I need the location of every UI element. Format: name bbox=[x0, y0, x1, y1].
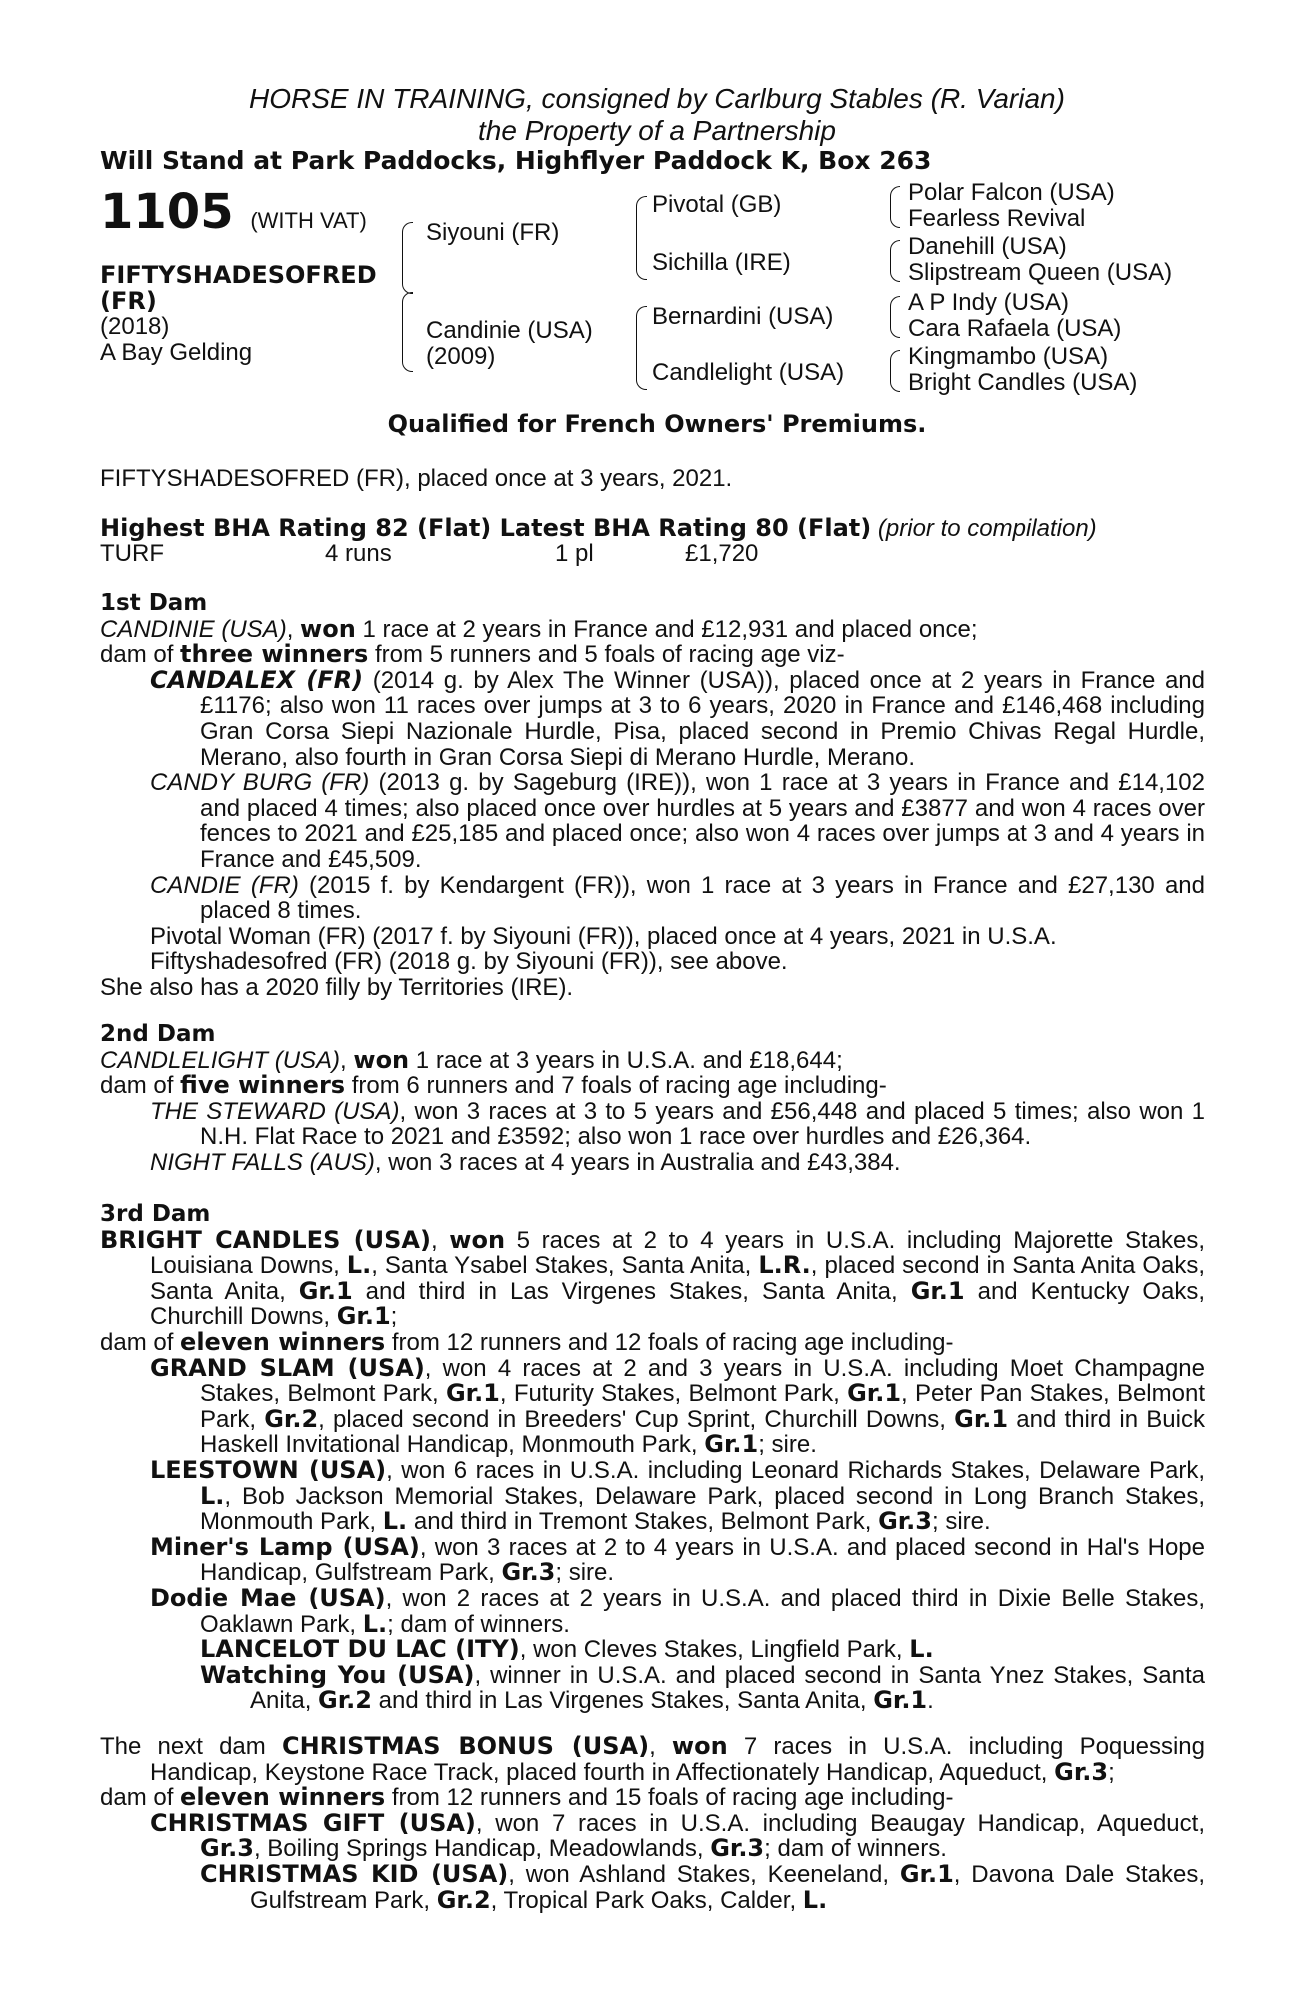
second-dam-section bbox=[100, 1022, 1205, 1176]
offspring-fiftyshadesofred: Fiftyshadesofred (FR) (2018 g. by Siyouni (FR)), see above. bbox=[150, 948, 788, 976]
text-next-l2-b: eleven winners bbox=[180, 1783, 386, 1812]
next-dam-section bbox=[100, 1734, 1205, 1913]
text-dam3-gr1: Gr.1 bbox=[873, 1686, 928, 1715]
text-dam3-L: L. bbox=[200, 1481, 225, 1510]
text-block: The next dam CHRISTMAS BONUS (USA), won 7 races in U.S.A. including Poquessing Handicap, Keystone Race Track, placed fourth in Affectionately Handicap, Aqueduct, Gr.3; bbox=[100, 1732, 1205, 1786]
text-dam2-l2-a: dam of bbox=[100, 1072, 181, 1100]
text-block bbox=[636, 306, 647, 390]
text-dam3-sire-end: ; sire. bbox=[932, 1508, 991, 1536]
text-dam3-l1-won: won bbox=[449, 1225, 506, 1254]
sds: Danehill (USA) bbox=[908, 233, 1067, 260]
text-dam3-ml-name: Miner's Lamp (USA) bbox=[150, 1532, 420, 1561]
text-next-ck-b: , Davona Dale Stakes, Gulfstream Park, bbox=[250, 1860, 1206, 1914]
consignor-line: HORSE IN TRAINING, consigned by Carlburg Stables (R. Varian) bbox=[249, 83, 1065, 114]
sire-dam: Sichilla (IRE) bbox=[652, 249, 791, 276]
dam-year: (2009) bbox=[426, 343, 496, 370]
text-dam3-gr1: Gr.1 bbox=[336, 1302, 391, 1331]
first-dam-heading: 1st Dam bbox=[100, 590, 208, 616]
text-block bbox=[100, 1073, 1205, 1099]
text-block bbox=[100, 642, 1205, 668]
text-dam1-o3-text: (2015 f. by Kendargent (FR)), won 1 race at 3 years in France and £27,130 and placed 8 times. bbox=[200, 871, 1206, 925]
text-dam3-LR: L.R. bbox=[758, 1251, 811, 1280]
text-dam3-sire-end: ; sire. bbox=[555, 1559, 615, 1587]
dam: Candinie (USA) bbox=[426, 317, 593, 344]
runs: 4 runs bbox=[325, 540, 392, 567]
text-next-name: CHRISTMAS BONUS (USA) bbox=[281, 1732, 650, 1760]
text-dam2-heading: 2nd Dam bbox=[100, 1021, 216, 1047]
text-dam2-l1-won: won bbox=[353, 1045, 410, 1074]
text-dam3-gr1: Gr.1 bbox=[910, 1276, 965, 1305]
rating-bold: Highest BHA Rating 82 (Flat) Latest BHA Rating 80 (Flat) bbox=[100, 514, 872, 542]
text-dam3-semi: ; bbox=[1108, 1758, 1115, 1786]
text-dam3-gr1: Gr.1 bbox=[298, 1276, 353, 1305]
text-dam3-gr2: Gr.2 bbox=[436, 1885, 491, 1914]
dss: A P Indy (USA) bbox=[908, 289, 1069, 316]
text-dam3-l1-b: , Santa Ysabel Stakes, Santa Anita, bbox=[371, 1252, 759, 1280]
text-dam3-l1-e: and Kentucky Oaks, Churchill Downs, bbox=[150, 1277, 1206, 1331]
text-block bbox=[890, 186, 900, 228]
offspring-leestown bbox=[100, 1455, 1205, 1536]
owner-line: the Property of a Partnership bbox=[478, 115, 836, 146]
offspring-candalex bbox=[100, 665, 1205, 771]
text-dam3-gr3: Gr.3 bbox=[501, 1558, 556, 1587]
text-dam3-L: L. bbox=[802, 1885, 828, 1914]
text-dam1-o1-text: (2014 g. by Alex The Winner (USA)), placed once at 2 years in France and £1176; also won 11 races over jumps at 3 to 6 years, 2020 in France and £146,468 including Gran Corsa Siepi Nazionale Hurdle, Pisa, placed second in Premio Chivas Regal Hurdle, Merano, also fourth in Gran Corsa Siepi di Merano Hurdle, Merano. bbox=[200, 666, 1205, 771]
dam-sire: Bernardini (USA) bbox=[652, 303, 834, 330]
text-dam1-l1-won: won bbox=[300, 614, 356, 643]
text-dam3-gs-a: , won 4 races at 2 and 3 years in U.S.A. including Moet Champagne Stakes, Belmont Park, bbox=[200, 1354, 1206, 1408]
vat-label: (WITH VAT) bbox=[250, 208, 367, 233]
text-dam3-gs-d: , placed second in Breeders' Cup Sprint, Churchill Downs, bbox=[318, 1405, 955, 1433]
text-block: CANDLELIGHT (USA), won 1 race at 3 years in U.S.A. and £18,644; bbox=[100, 1045, 843, 1074]
text-dam3-le-c: and third in Tremont Stakes, Belmont Park, bbox=[407, 1508, 879, 1536]
first-dam-name: CANDINIE (USA) bbox=[100, 615, 287, 643]
text-dam3-l1-d: and third in Las Virgenes Stakes, Santa Anita, bbox=[352, 1277, 911, 1305]
text-dam3-sire-end: ; sire. bbox=[758, 1431, 817, 1459]
text-dam3-l2-a: dam of bbox=[100, 1328, 181, 1356]
text-dam3-gr1: Gr.1 bbox=[847, 1379, 902, 1408]
text-next-ck-c: , Tropical Park Oaks, Calder, bbox=[490, 1886, 803, 1914]
dds: Kingmambo (USA) bbox=[908, 343, 1109, 370]
text-dam3-gr3: Gr.3 bbox=[200, 1834, 254, 1863]
text-next-cg-c: ; dam of winners. bbox=[764, 1835, 947, 1863]
text-dam1-l1-rest: 1 race at 2 years in France and £12,931 and placed once; bbox=[355, 615, 978, 643]
ddd: Bright Candles (USA) bbox=[908, 369, 1138, 396]
qualified-note: Qualified for French Owners' Premiums. bbox=[387, 410, 927, 438]
offspring-the-steward bbox=[100, 1099, 1205, 1150]
text-dam3-l1-c: , placed second in Santa Anita Oaks, Santa Anita, bbox=[150, 1252, 1205, 1305]
text-block bbox=[890, 350, 900, 392]
text-dam2-l2-c: from 6 runners and 7 foals of racing age including- bbox=[345, 1072, 887, 1100]
text-dam1-o3-name: CANDIE (FR) bbox=[150, 871, 299, 899]
text-next-cg-a: , won 7 races in U.S.A. including Beaugay Handicap, Aqueduct, bbox=[475, 1809, 1205, 1837]
text-next-cg-name: CHRISTMAS GIFT (USA) bbox=[150, 1808, 476, 1837]
text-dam2-o1-name: THE STEWARD (USA) bbox=[150, 1097, 400, 1125]
lot-number bbox=[100, 186, 367, 247]
text-next-l2-a: dam of bbox=[100, 1784, 181, 1812]
text-dam3-wy-a: , winner in U.S.A. and placed second in Santa Ynez Stakes, Santa Anita, bbox=[250, 1661, 1206, 1715]
offspring-lancelot bbox=[100, 1637, 1205, 1663]
text-dam1-l2-b: three winners bbox=[180, 640, 369, 669]
text-dam3-lc-a: , won Cleves Stakes, Lingfield Park, bbox=[519, 1636, 910, 1664]
text-block: CANDINIE (USA), won 1 race at 2 years in France and £12,931 and placed once; bbox=[100, 614, 978, 643]
text-dam3-heading: 3rd Dam bbox=[100, 1201, 211, 1227]
placed: 1 pl bbox=[555, 540, 594, 567]
horse-country: (FR) bbox=[100, 287, 157, 315]
text-dam3-le-a: , won 6 races in U.S.A. including Leonard Richards Stakes, Delaware Park, bbox=[386, 1456, 1205, 1484]
offspring-candy-burg bbox=[100, 770, 1205, 872]
text-dam3-gr1: Gr.1 bbox=[445, 1379, 500, 1408]
text-dam3-semi: ; bbox=[390, 1303, 398, 1331]
horse-description: A Bay Gelding bbox=[100, 339, 253, 366]
text-next-cg-b: , Boiling Springs Handicap, Meadowlands, bbox=[253, 1835, 711, 1863]
text-dam3-L: L. bbox=[362, 1609, 388, 1638]
text-dam3-gs-c: , Peter Pan Stakes, Belmont Park, bbox=[200, 1380, 1205, 1433]
text-dam3-gs-e: and third in Buick Haskell Invitational Handicap, Monmouth Park, bbox=[200, 1405, 1205, 1459]
offspring-candie bbox=[100, 873, 1205, 924]
text-dam2-o2-name: NIGHT FALLS (AUS) bbox=[150, 1148, 375, 1176]
text-dam3-gr2: Gr.2 bbox=[264, 1404, 319, 1433]
text-next-l2-c: from 12 runners and 15 foals of racing age including- bbox=[385, 1784, 954, 1812]
text-next-a: The next dam bbox=[100, 1733, 282, 1760]
rating-line bbox=[100, 516, 1205, 542]
text-next-won: won bbox=[671, 1732, 728, 1760]
sire: Siyouni (FR) bbox=[426, 219, 560, 246]
dam-dam: Candlelight (USA) bbox=[652, 359, 845, 386]
text-block bbox=[890, 240, 900, 282]
text-dam3-lc-name: LANCELOT DU LAC (ITY) bbox=[200, 1635, 520, 1664]
text-dam3-le-name: LEESTOWN (USA) bbox=[150, 1455, 387, 1484]
text-block bbox=[890, 296, 900, 338]
text-dam3-dot: . bbox=[927, 1687, 934, 1715]
summary: FIFTYSHADESOFRED (FR), placed once at 3 years, 2021. bbox=[100, 465, 733, 492]
text-block bbox=[100, 1327, 1205, 1356]
rating-note: (prior to compilation) bbox=[877, 515, 1097, 542]
offspring-pivotal-woman: Pivotal Woman (FR) (2017 f. by Siyouni (FR)), placed once at 4 years, 2021 in U.S.A. bbox=[150, 922, 1057, 950]
offspring-miners-lamp bbox=[100, 1532, 1205, 1587]
text-dam2-l1-rest: 1 race at 3 years in U.S.A. and £18,644; bbox=[409, 1046, 843, 1074]
text-dam2-o1-text: , won 3 races at 3 to 5 years and £56,448 and placed 5 times; also won 1 N.H. Flat Race to 2021 and £3592; also won 1 race over hurdles and £26,364. bbox=[200, 1097, 1206, 1151]
text-dam2-l2-b: five winners bbox=[180, 1071, 346, 1100]
text-dam1-l2-c: from 5 runners and 5 foals of racing age viz- bbox=[368, 641, 845, 669]
dsd: Cara Rafaela (USA) bbox=[908, 315, 1122, 342]
text-dam1-o1-name: CANDALEX (FR) bbox=[150, 665, 364, 694]
text-dam3-gr1: Gr.1 bbox=[704, 1430, 759, 1459]
text-dam2-l1-name: CANDLELIGHT (USA) bbox=[100, 1046, 341, 1074]
text-dam3-gr1: Gr.1 bbox=[954, 1404, 1009, 1433]
lot-number-value: 1105 bbox=[100, 184, 234, 240]
offspring-watching-you bbox=[100, 1660, 1206, 1715]
earnings: £1,720 bbox=[685, 540, 759, 567]
text-dam3-gr2: Gr.2 bbox=[318, 1686, 372, 1715]
text-dam3-l2-b: eleven winners bbox=[180, 1327, 386, 1356]
text-dam1-o2-name: CANDY BURG (FR) bbox=[150, 769, 370, 797]
text-block: BRIGHT CANDLES (USA), won 5 races at 2 to 4 years in U.S.A. including Majorette Stakes, Louisiana Downs, L., Santa Ysabel Stakes, Santa Anita, L.R., placed second in Santa Anita Oaks, Santa Anita, Gr.1 and third in Las Virgenes Stakes, Santa Anita, Gr.1 and Kentucky Oaks, Churchill Downs, Gr.1; bbox=[100, 1225, 1206, 1331]
text-dam2-o2-text: , won 3 races at 4 years in Australia and £43,384. bbox=[374, 1148, 901, 1176]
text-dam3-gr3: Gr.3 bbox=[1054, 1757, 1109, 1786]
text-dam3-ml-a: , won 3 races at 2 to 4 years in U.S.A. and placed second in Hal's Hope Handicap, Gulfstream Park, bbox=[200, 1533, 1205, 1587]
text-dam3-gs-b: , Futurity Stakes, Belmont Park, bbox=[499, 1380, 848, 1408]
text-dam1-o2-text: (2013 g. by Sageburg (IRE)), won 1 race at 3 years in France and £14,102 and placed 4 times; also placed once over hurdles at 5 years and £3877 and won 4 races over fences to 2021 and £25,185 and placed once; also won 4 races over jumps at 3 and 4 years in France and £45,509. bbox=[200, 769, 1205, 873]
offspring-grand-slam bbox=[100, 1353, 1206, 1459]
text-dam1-l2-a: dam of bbox=[100, 641, 181, 669]
text-dam3-dm-a: , won 2 races at 2 years in U.S.A. and placed third in Dixie Belle Stakes, Oaklawn Park, bbox=[200, 1584, 1205, 1638]
text-next-ck-a: , won Ashland Stakes, Keeneland, bbox=[508, 1860, 900, 1888]
text-dam3-L: L. bbox=[909, 1635, 934, 1664]
text-dam3-wy-b: and third in Las Virgenes Stakes, Santa Anita, bbox=[371, 1687, 874, 1715]
text-block bbox=[402, 292, 413, 372]
sss: Polar Falcon (USA) bbox=[908, 179, 1115, 206]
text-dam3-gs-name: GRAND SLAM (USA) bbox=[150, 1353, 425, 1382]
text-next-ck-name: CHRISTMAS KID (USA) bbox=[200, 1859, 509, 1888]
sdd: Slipstream Queen (USA) bbox=[908, 259, 1173, 286]
offspring-night-falls bbox=[100, 1150, 1205, 1176]
text-dam3-L: L. bbox=[382, 1507, 408, 1536]
text-block bbox=[100, 1785, 1205, 1811]
offspring-christmas-gift bbox=[100, 1808, 1205, 1863]
text-dam3-le-b: , Bob Jackson Memorial Stakes, Delaware Park, placed second in Long Branch Stakes, Monmouth Park, bbox=[200, 1482, 1205, 1536]
text-dam3-L: L. bbox=[346, 1251, 372, 1280]
text-dam3-gr1: Gr.1 bbox=[899, 1859, 954, 1888]
offspring-christmas-kid bbox=[100, 1859, 1206, 1914]
text-dam3-l1-name: BRIGHT CANDLES (USA) bbox=[100, 1225, 431, 1254]
first-dam-section bbox=[100, 591, 1205, 1001]
ssd: Fearless Revival bbox=[908, 205, 1086, 232]
third-dam-section bbox=[100, 1202, 1205, 1714]
horse-details bbox=[100, 262, 377, 366]
text-dam3-l2-c: from 12 runners and 12 foals of racing age including- bbox=[385, 1328, 954, 1356]
surface: TURF bbox=[100, 540, 164, 567]
text-block bbox=[636, 196, 647, 280]
text-dam3-dm-b: ; dam of winners. bbox=[387, 1610, 570, 1638]
text-dam3-wy-name: Watching You (USA) bbox=[200, 1660, 475, 1689]
stand-location: Will Stand at Park Paddocks, Highflyer Paddock K, Box 263 bbox=[100, 146, 932, 175]
text-dam3-l1-a: 5 races at 2 to 4 years in U.S.A. including Majorette Stakes, Louisiana Downs, bbox=[150, 1226, 1205, 1280]
sire-sire: Pivotal (GB) bbox=[652, 191, 782, 218]
text-dam3-gr3: Gr.3 bbox=[878, 1507, 932, 1536]
text-next-b: 7 races in U.S.A. including Poquessing Handicap, Keystone Race Track, placed fourth in Affectionately Handicap, Aqueduct, bbox=[150, 1733, 1205, 1786]
offspring-dodie-mae bbox=[100, 1583, 1205, 1638]
horse-year: (2018) bbox=[100, 313, 170, 340]
text-dam3-dm-name: Dodie Mae (USA) bbox=[150, 1583, 386, 1612]
text-block bbox=[402, 222, 413, 294]
also-has: She also has a 2020 filly by Territories (IRE). bbox=[100, 973, 574, 1001]
text-dam3-gr3: Gr.3 bbox=[710, 1834, 765, 1863]
horse-name: FIFTYSHADESOFRED bbox=[100, 261, 377, 289]
